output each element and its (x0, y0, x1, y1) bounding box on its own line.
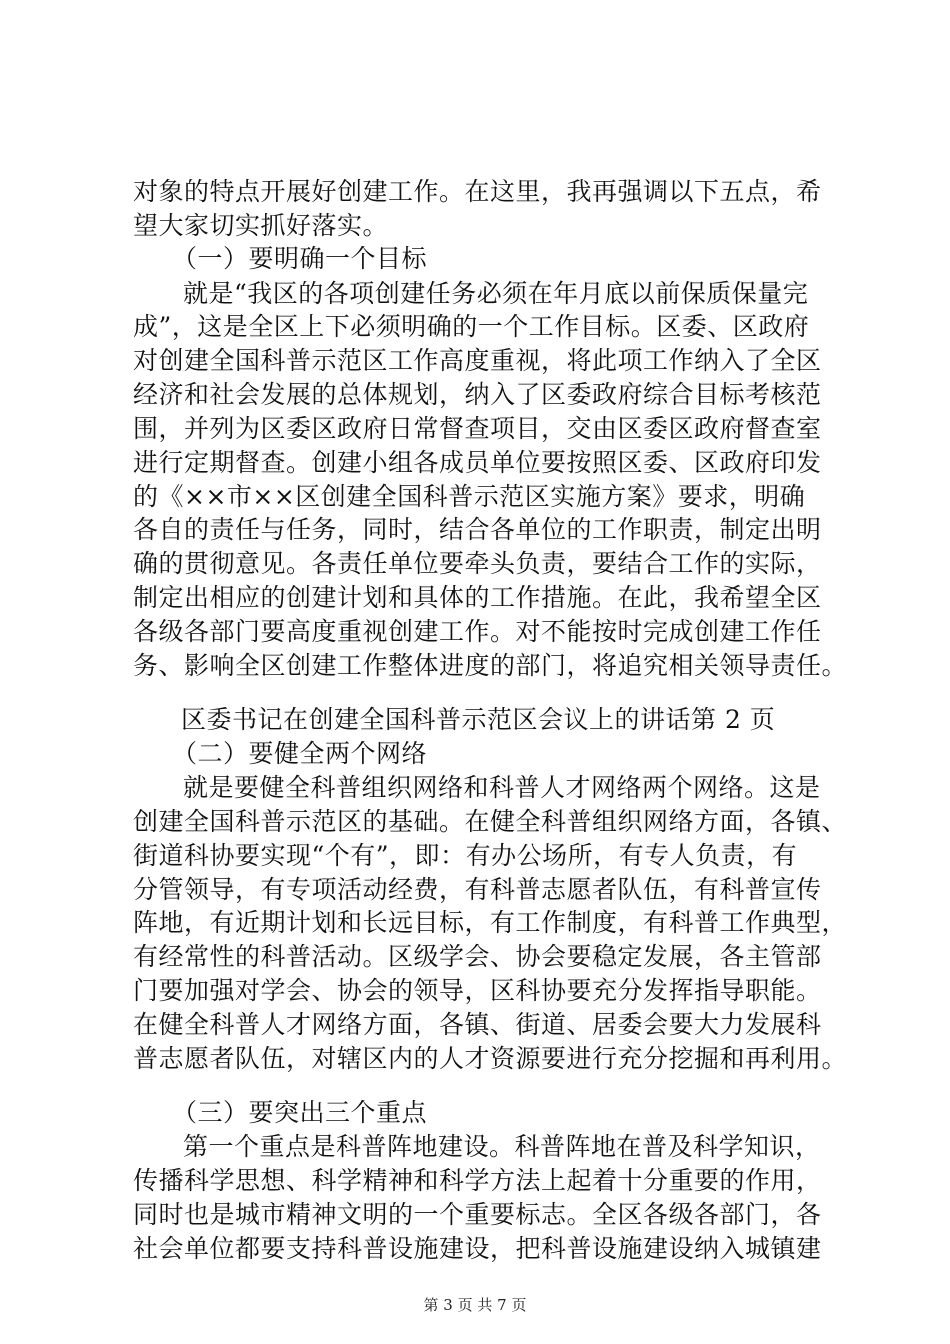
text-line: 分管领导，有专项活动经费，有科普志愿者队伍，有科普宣传 (133, 875, 822, 904)
text-line: 有经常性的科普活动。区级学会、协会要稳定发展，各主管部 (133, 942, 822, 971)
text-line: 对象的特点开展好创建工作。在这里，我再强调以下五点，希 (133, 177, 822, 206)
text-line: 阵地，有近期计划和长远目标，有工作制度，有科普工作典型， (133, 908, 848, 937)
text-line: 进行定期督查。创建小组各成员单位要按照区委、区政府印发 (133, 448, 822, 477)
section-heading: （一）要明确一个目标 (172, 244, 428, 273)
text-line: 各级各部门要高度重视创建工作。对不能按时完成创建工作任 (133, 617, 822, 646)
text-line: 成”，这是全区上下必须明确的一个工作目标。区委、区政府 (133, 312, 810, 341)
text-line: 的《××市××区创建全国科普示范区实施方案》要求，明确 (133, 482, 806, 511)
text-line: 制定出相应的创建计划和具体的工作措施。在此，我希望全区 (133, 583, 822, 612)
section-heading: （二）要健全两个网络 (172, 739, 428, 768)
text-line: 就是“我区的各项创建任务必须在年月底以前保质保量完 (183, 279, 809, 308)
text-line: 就是要健全科普组织网络和科普人才网络两个网络。这是 (183, 773, 821, 802)
text-line: 务、影响全区创建工作整体进度的部门，将追究相关领导责任。 (133, 651, 848, 680)
page-continuation-title: 区委书记在创建全国科普示范区会议上的讲话第 2 页 (181, 705, 776, 734)
text-line: 同时也是城市精神文明的一个重要标志。全区各级各部门，各 (133, 1200, 822, 1229)
text-line: 对创建全国科普示范区工作高度重视，将此项工作纳入了全区 (133, 346, 822, 375)
text-line: 传播科学思想、科学精神和科学方法上起着十分重要的作用， (133, 1166, 822, 1195)
text-line: 创建全国科普示范区的基础。在健全科普组织网络方面，各镇、 (133, 807, 848, 836)
text-line: 围，并列为区委区政府日常督查项目，交由区委区政府督查室 (133, 414, 822, 443)
text-line: 街道科协要实现“个有”，即：有办公场所，有专人负责，有 (133, 841, 798, 870)
section-heading: （三）要突出三个重点 (172, 1098, 428, 1127)
text-line: 社会单位都要支持科普设施建设，把科普设施建设纳入城镇建 (133, 1234, 822, 1263)
text-line: 第一个重点是科普阵地建设。科普阵地在普及科学知识， (183, 1132, 821, 1161)
text-line: 望大家切实抓好落实。 (133, 211, 389, 240)
text-line: 门要加强对学会、协会的领导，区科协要充分发挥指导职能。 (133, 976, 822, 1005)
text-line: 普志愿者队伍，对辖区内的人才资源要进行充分挖掘和再利用。 (133, 1044, 848, 1073)
text-line: 各自的责任与任务，同时，结合各单位的工作职责，制定出明 (133, 515, 822, 544)
text-line: 确的贯彻意见。各责任单位要牵头负责，要结合工作的实际， (133, 549, 822, 578)
page-footer: 第 3 页 共 7 页 (423, 1296, 527, 1314)
text-line: 在健全科普人才网络方面，各镇、街道、居委会要大力发展科 (133, 1010, 822, 1039)
text-line: 经济和社会发展的总体规划，纳入了区委政府综合目标考核范 (133, 380, 822, 409)
